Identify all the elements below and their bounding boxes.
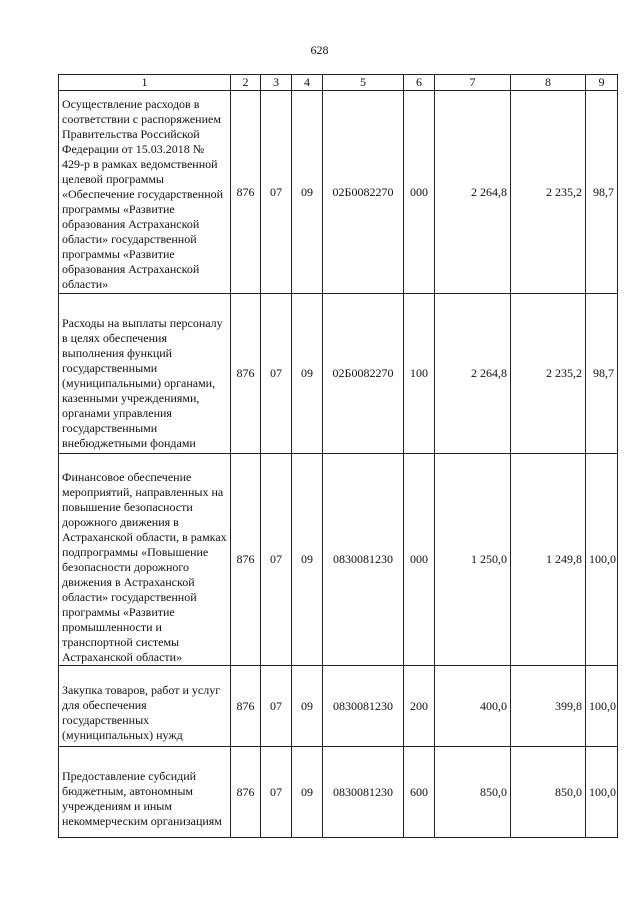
table-row bbox=[59, 747, 618, 838]
actual-amount-cell: 1 249,8 bbox=[511, 454, 586, 666]
percent-cell: 98,7 bbox=[586, 91, 618, 294]
ministry-code-cell: 876 bbox=[231, 747, 261, 838]
target-article-cell: 02Б0082270 bbox=[323, 91, 404, 294]
section-code-cell: 07 bbox=[261, 747, 292, 838]
subsection-code-cell: 09 bbox=[292, 91, 323, 294]
planned-amount-cell: 1 250,0 bbox=[435, 454, 511, 666]
actual-amount-cell: 2 235,2 bbox=[511, 294, 586, 454]
column-header: 7 bbox=[435, 75, 511, 91]
expense-type-cell: 100 bbox=[404, 294, 435, 454]
column-header: 5 bbox=[323, 75, 404, 91]
target-article-cell: 0830081230 bbox=[323, 747, 404, 838]
budget-table bbox=[58, 74, 618, 838]
subsection-code-cell: 09 bbox=[292, 666, 323, 747]
table-row bbox=[59, 454, 618, 666]
planned-amount-cell: 2 264,8 bbox=[435, 91, 511, 294]
section-code-cell: 07 bbox=[261, 294, 292, 454]
section-code-cell: 07 bbox=[261, 666, 292, 747]
ministry-code-cell: 876 bbox=[231, 91, 261, 294]
planned-amount-cell: 2 264,8 bbox=[435, 294, 511, 454]
expense-type-cell: 000 bbox=[404, 91, 435, 294]
target-article-cell: 02Б0082270 bbox=[323, 294, 404, 454]
percent-cell: 100,0 bbox=[586, 747, 618, 838]
expense-name-cell: Предоставление субсидий бюджетным, автономным учреждениям и иным некоммерческим организациям bbox=[59, 747, 231, 838]
percent-cell: 98,7 bbox=[586, 294, 618, 454]
subsection-code-cell: 09 bbox=[292, 294, 323, 454]
column-header: 3 bbox=[261, 75, 292, 91]
column-header: 1 bbox=[59, 75, 231, 91]
percent-cell: 100,0 bbox=[586, 666, 618, 747]
column-header: 6 bbox=[404, 75, 435, 91]
section-code-cell: 07 bbox=[261, 91, 292, 294]
planned-amount-cell: 400,0 bbox=[435, 666, 511, 747]
column-header: 2 bbox=[231, 75, 261, 91]
expense-type-cell: 000 bbox=[404, 454, 435, 666]
subsection-code-cell: 09 bbox=[292, 454, 323, 666]
expense-type-cell: 600 bbox=[404, 747, 435, 838]
actual-amount-cell: 850,0 bbox=[511, 747, 586, 838]
page-number: 628 bbox=[310, 43, 329, 57]
ministry-code-cell: 876 bbox=[231, 454, 261, 666]
table-row bbox=[59, 666, 618, 747]
table-row bbox=[59, 294, 618, 454]
section-code-cell: 07 bbox=[261, 454, 292, 666]
percent-cell: 100,0 bbox=[586, 454, 618, 666]
actual-amount-cell: 399,8 bbox=[511, 666, 586, 747]
subsection-code-cell: 09 bbox=[292, 747, 323, 838]
expense-type-cell: 200 bbox=[404, 666, 435, 747]
table-header-row bbox=[59, 75, 618, 91]
column-header: 9 bbox=[586, 75, 618, 91]
target-article-cell: 0830081230 bbox=[323, 454, 404, 666]
expense-name-cell: Финансовое обеспечение мероприятий, направленных на повышение безопасности дорожного движения в Астраханской области, в рамках подпрограммы «Повышение безопасности дорожного движения в Астраханской области» государственной программы «Развитие промышленности и транспортной системы Астраханской области» bbox=[59, 454, 231, 666]
expense-name-cell: Расходы на выплаты персоналу в целях обеспечения выполнения функций государственными (муниципальными) органами, казенными учреждениями, органами управления государственными внебюджетными фондами bbox=[59, 294, 231, 454]
actual-amount-cell: 2 235,2 bbox=[511, 91, 586, 294]
expense-name-cell: Закупка товаров, работ и услуг для обеспечения государственных (муниципальных) нужд bbox=[59, 666, 231, 747]
column-header: 4 bbox=[292, 75, 323, 91]
expense-name-cell: Осуществление расходов в соответствии с распоряжением Правительства Российской Федерации от 15.03.2018 № 429-р в рамках ведомственной целевой программы «Обеспечение государственной программы «Развитие образования Астраханской области» государственной программы «Развитие образования Астраханской области» bbox=[59, 91, 231, 294]
target-article-cell: 0830081230 bbox=[323, 666, 404, 747]
table-row bbox=[59, 91, 618, 294]
column-header: 8 bbox=[511, 75, 586, 91]
ministry-code-cell: 876 bbox=[231, 294, 261, 454]
planned-amount-cell: 850,0 bbox=[435, 747, 511, 838]
ministry-code-cell: 876 bbox=[231, 666, 261, 747]
